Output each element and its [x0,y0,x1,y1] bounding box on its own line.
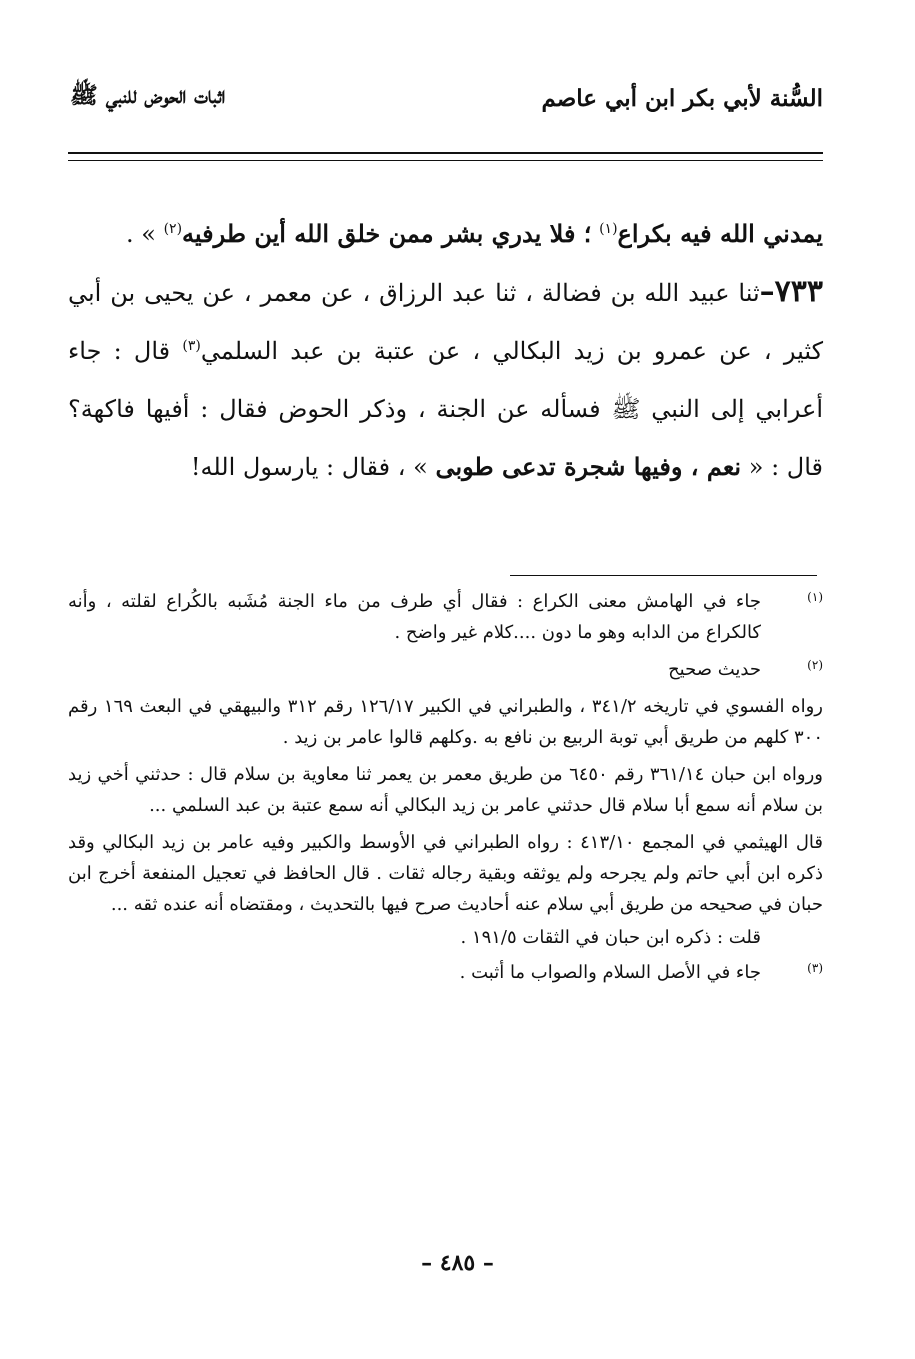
hadith-number: ٧٣٣– [759,274,823,309]
footnote-1: (١) جاء في الهامش معنى الكراع : فقال أي طرف من ماء الجنة مُشَبه بالكُراع لقلته ، وأنه كالكراع من الدابه وهو ما دون ....كلام غير واضح . [68,586,823,648]
main-text [68,205,823,496]
footnote-ref-1[interactable]: (١) [599,221,618,237]
book-title: السُّنة لأبي بكر ابن أبي عاصم [541,84,823,112]
footnote-2: (٢) حديث صحيح رواه الفسوي في تاريخه ٣٤١/٢ ، والطبراني في الكبير ١٢٦/١٧ رقم ٣١٢ والبيهقي في البعث ١٦٩ رقم ٣٠٠ كلهم من طريق أبي توبة الربيع بن نافع به .وكلهم قالوا عامر بن زيد . ورواه ابن حبان ٣٦١/١٤ رقم ٦٤٥٠ من طريق معمر بن يعمر ثنا معاوية بن سلام قال : حدثني أخي زيد بن سلام أنه سمع أبا سلام قال حدثني عامر بن زيد البكالي أنه سمع عتبة بن عبد السلمي ... قال الهيثمي في المجمع ٤١٣/١٠ : رواه الطبراني في الأوسط والكبير وفيه عامر بن زيد البكالي وقد ذكره ابن أبي حاتم ولم يجرحه ولم يوثقه وبقية رجاله ثقات . قال الحافظ في تعجيل المنفعة أخرج ابن حبان في صحيحه من طريق أبي سلام عنه أحاديث صرح فيها بالتحديث ، ومقتضاه أنه عنده ثقه ... قلت : ذكره ابن حبان في الثقات ١٩١/٥ . [68,654,823,953]
footnote-ref-3[interactable]: (٣) [182,338,201,354]
footnotes [68,586,823,988]
running-header [70,78,823,118]
chapter-title: اثبات الحوض للنبي ﷺ [70,82,226,109]
footnote-ref-2[interactable]: (٢) [163,221,183,237]
hadith-733: ٧٣٣–ثنا عبيد الله بن فضالة ، ثنا عبد الرزاق ، عن معمر ، عن يحيى بن أبي كثير ، عن عمرو بن زيد البكالي ، عن عتبة بن عبد السلمي$^{(٣)}$ قال : جاء أعرابي إلى النبي ﷺ فسأله عن الجنة ، وذكر الحوض فقال : أفيها فاكهة؟ قال : « نعم ، وفيها شجرة تدعى طوبى » ، فقال : يارسول الله! [68,274,823,481]
footnote-lead: حديث صحيح [668,659,761,680]
footnote-number: (٣) [807,961,823,975]
footnote-separator [510,575,817,576]
footnote-number: (٢) [807,658,823,672]
main-line-1: يمدني الله فيه بكراع$^{(١)}$ ؛ فلا يدري بشر ممن خلق الله أين طرفيه$^{(٢)}$ » . [125,219,823,248]
footnote-3: (٣) جاء في الأصل السلام والصواب ما أثبت . [68,957,823,988]
footnote-number: (١) [807,590,823,604]
header-rule-thin [68,160,823,161]
hadith-quote: نعم ، وفيها شجرة تدعى طوبى [435,452,742,481]
header-rule-thick [68,152,823,154]
page-number: – ٤٨٥ – [421,1250,494,1276]
